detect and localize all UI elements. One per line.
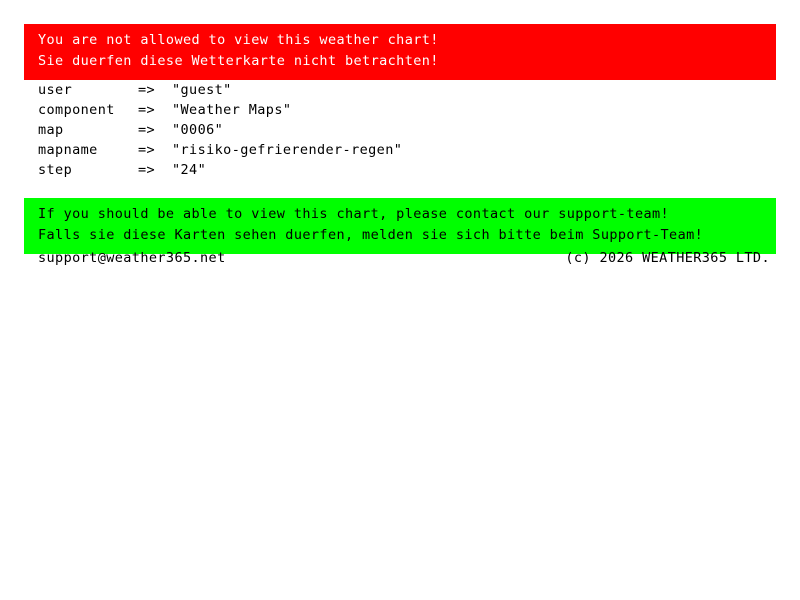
param-arrow: =>: [138, 142, 156, 158]
error-banner: [24, 24, 776, 80]
param-key: step: [38, 162, 73, 178]
error-banner-line-en: You are not allowed to view this weather chart!: [38, 32, 439, 48]
copyright-notice: (c) 2026 WEATHER365 LTD.: [565, 250, 770, 266]
footer: [38, 250, 770, 266]
param-row: [38, 100, 758, 120]
param-key: user: [38, 82, 73, 98]
param-value: "0006": [172, 122, 224, 138]
error-banner-line-de: Sie duerfen diese Wetterkarte nicht betrachten!: [38, 53, 439, 69]
support-banner-line-de: Falls sie diese Karten sehen duerfen, melden sie sich bitte beim Support-Team!: [38, 227, 704, 243]
param-row: [38, 140, 758, 160]
support-banner-line-en: If you should be able to view this chart, please contact our support-team!: [38, 206, 670, 222]
param-value: "guest": [172, 82, 232, 98]
param-arrow: =>: [138, 162, 156, 178]
param-arrow: =>: [138, 102, 156, 118]
param-arrow: =>: [138, 122, 156, 138]
request-parameters: [38, 80, 758, 180]
support-email[interactable]: support@weather365.net: [38, 250, 226, 266]
support-banner: [24, 198, 776, 254]
param-key: map: [38, 122, 64, 138]
param-row: [38, 120, 758, 140]
param-value: "24": [172, 162, 207, 178]
param-arrow: =>: [138, 82, 156, 98]
param-key: component: [38, 102, 115, 118]
param-row: [38, 80, 758, 100]
param-row: [38, 160, 758, 180]
param-key: mapname: [38, 142, 98, 158]
param-value: "risiko-gefrierender-regen": [172, 142, 403, 158]
param-value: "Weather Maps": [172, 102, 292, 118]
